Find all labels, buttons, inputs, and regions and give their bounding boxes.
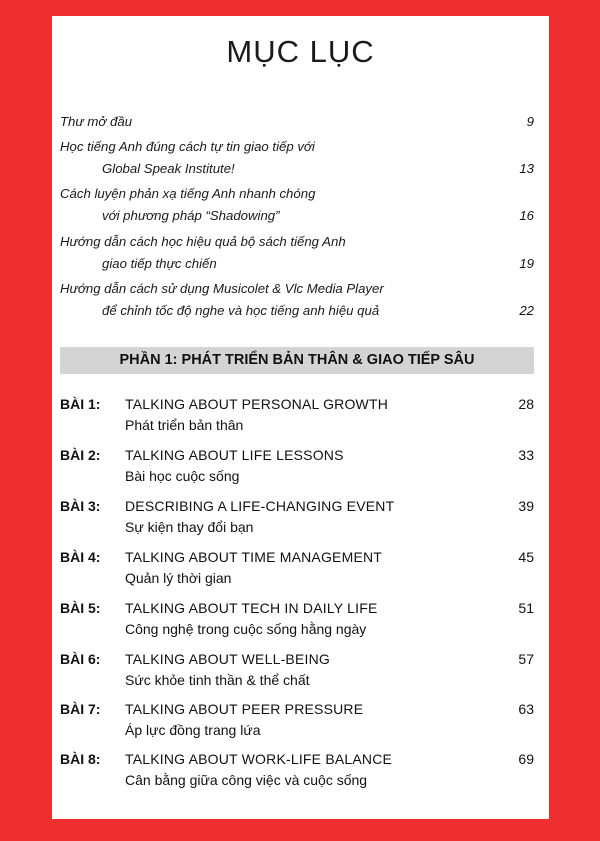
intro-entry-2-page: 13 — [519, 161, 534, 176]
lesson-title-vi: Áp lực đồng trang lứa — [125, 722, 261, 738]
lesson-title-en: TALKING ABOUT WELL-BEING — [125, 651, 330, 667]
lesson-number: BÀI 1: — [60, 396, 101, 412]
lesson-title-vi: Bài học cuộc sống — [125, 468, 240, 484]
intro-entry-1-page: 9 — [526, 114, 534, 129]
lesson-entry-5 — [60, 600, 534, 640]
intro-entry-5-page: 22 — [519, 303, 534, 318]
intro-entry-5-line-1: Hướng dẫn cách sử dụng Musicolet & Vlc Media Player — [60, 281, 384, 296]
intro-entry-2-line-2: Global Speak Institute! — [102, 161, 235, 176]
lesson-entry-6 — [60, 651, 534, 691]
lesson-number: BÀI 2: — [60, 447, 101, 463]
lesson-title-en: TALKING ABOUT PEER PRESSURE — [125, 701, 364, 717]
lesson-page: 51 — [518, 600, 534, 616]
lesson-page: 57 — [518, 651, 534, 667]
lesson-number: BÀI 3: — [60, 498, 101, 514]
intro-entry-3-page: 16 — [519, 208, 534, 223]
lesson-title-en: TALKING ABOUT PERSONAL GROWTH — [125, 396, 389, 412]
lesson-title-vi: Phát triển bản thân — [125, 417, 244, 433]
intro-entry-1-line-1: Thư mở đầu — [60, 114, 133, 129]
intro-entry-2-line-1: Học tiếng Anh đúng cách tự tin giao tiếp với — [60, 139, 315, 154]
lesson-title-en: TALKING ABOUT TECH IN DAILY LIFE — [125, 600, 378, 616]
lesson-number: BÀI 8: — [60, 751, 101, 767]
intro-entry-4-line-1: Hướng dẫn cách học hiệu quả bộ sách tiếng Anh — [60, 234, 346, 249]
intro-entry-4-line-2: giao tiếp thực chiến — [102, 256, 217, 271]
lesson-entry-8 — [60, 751, 534, 791]
lesson-number: BÀI 6: — [60, 651, 101, 667]
lesson-title-en: TALKING ABOUT LIFE LESSONS — [125, 447, 344, 463]
page-title: MỤC LỤC — [226, 34, 375, 69]
lesson-title-vi: Sức khỏe tinh thần & thể chất — [125, 672, 310, 688]
lesson-page: 28 — [518, 396, 534, 412]
lesson-page: 63 — [518, 701, 534, 717]
lesson-page: 69 — [518, 751, 534, 767]
lesson-title-vi: Cân bằng giữa công việc và cuộc sống — [125, 772, 368, 788]
lesson-title-en: TALKING ABOUT WORK-LIFE BALANCE — [125, 751, 393, 767]
lesson-entry-1 — [60, 396, 534, 436]
lesson-page: 45 — [518, 549, 534, 565]
lesson-title-en: TALKING ABOUT TIME MANAGEMENT — [125, 549, 383, 565]
lesson-entry-2 — [60, 447, 534, 487]
lesson-title-vi: Sự kiện thay đổi bạn — [125, 519, 254, 535]
lesson-number: BÀI 5: — [60, 600, 101, 616]
lesson-title-vi: Quản lý thời gian — [125, 570, 232, 586]
lesson-number: BÀI 7: — [60, 701, 101, 717]
lesson-entry-3 — [60, 498, 534, 538]
document-page — [52, 16, 549, 819]
intro-entry-3-line-2: với phương pháp “Shadowing” — [102, 208, 280, 223]
lesson-title-en: DESCRIBING A LIFE-CHANGING EVENT — [125, 498, 395, 514]
lesson-page: 33 — [518, 447, 534, 463]
intro-entry-5-line-2: để chỉnh tốc độ nghe và học tiếng anh hiệu quả — [102, 303, 380, 318]
intro-entry-3-line-1: Cách luyện phản xạ tiếng Anh nhanh chóng — [60, 186, 316, 201]
section-header: PHẦN 1: PHÁT TRIỂN BẢN THÂN & GIAO TIẾP SÂU — [60, 347, 534, 374]
lesson-title-vi: Công nghệ trong cuộc sống hằng ngày — [125, 621, 367, 637]
intro-entry-4-page: 19 — [519, 256, 534, 271]
lesson-entry-4 — [60, 549, 534, 589]
lesson-page: 39 — [518, 498, 534, 514]
lesson-entry-7 — [60, 701, 534, 741]
lesson-number: BÀI 4: — [60, 549, 101, 565]
